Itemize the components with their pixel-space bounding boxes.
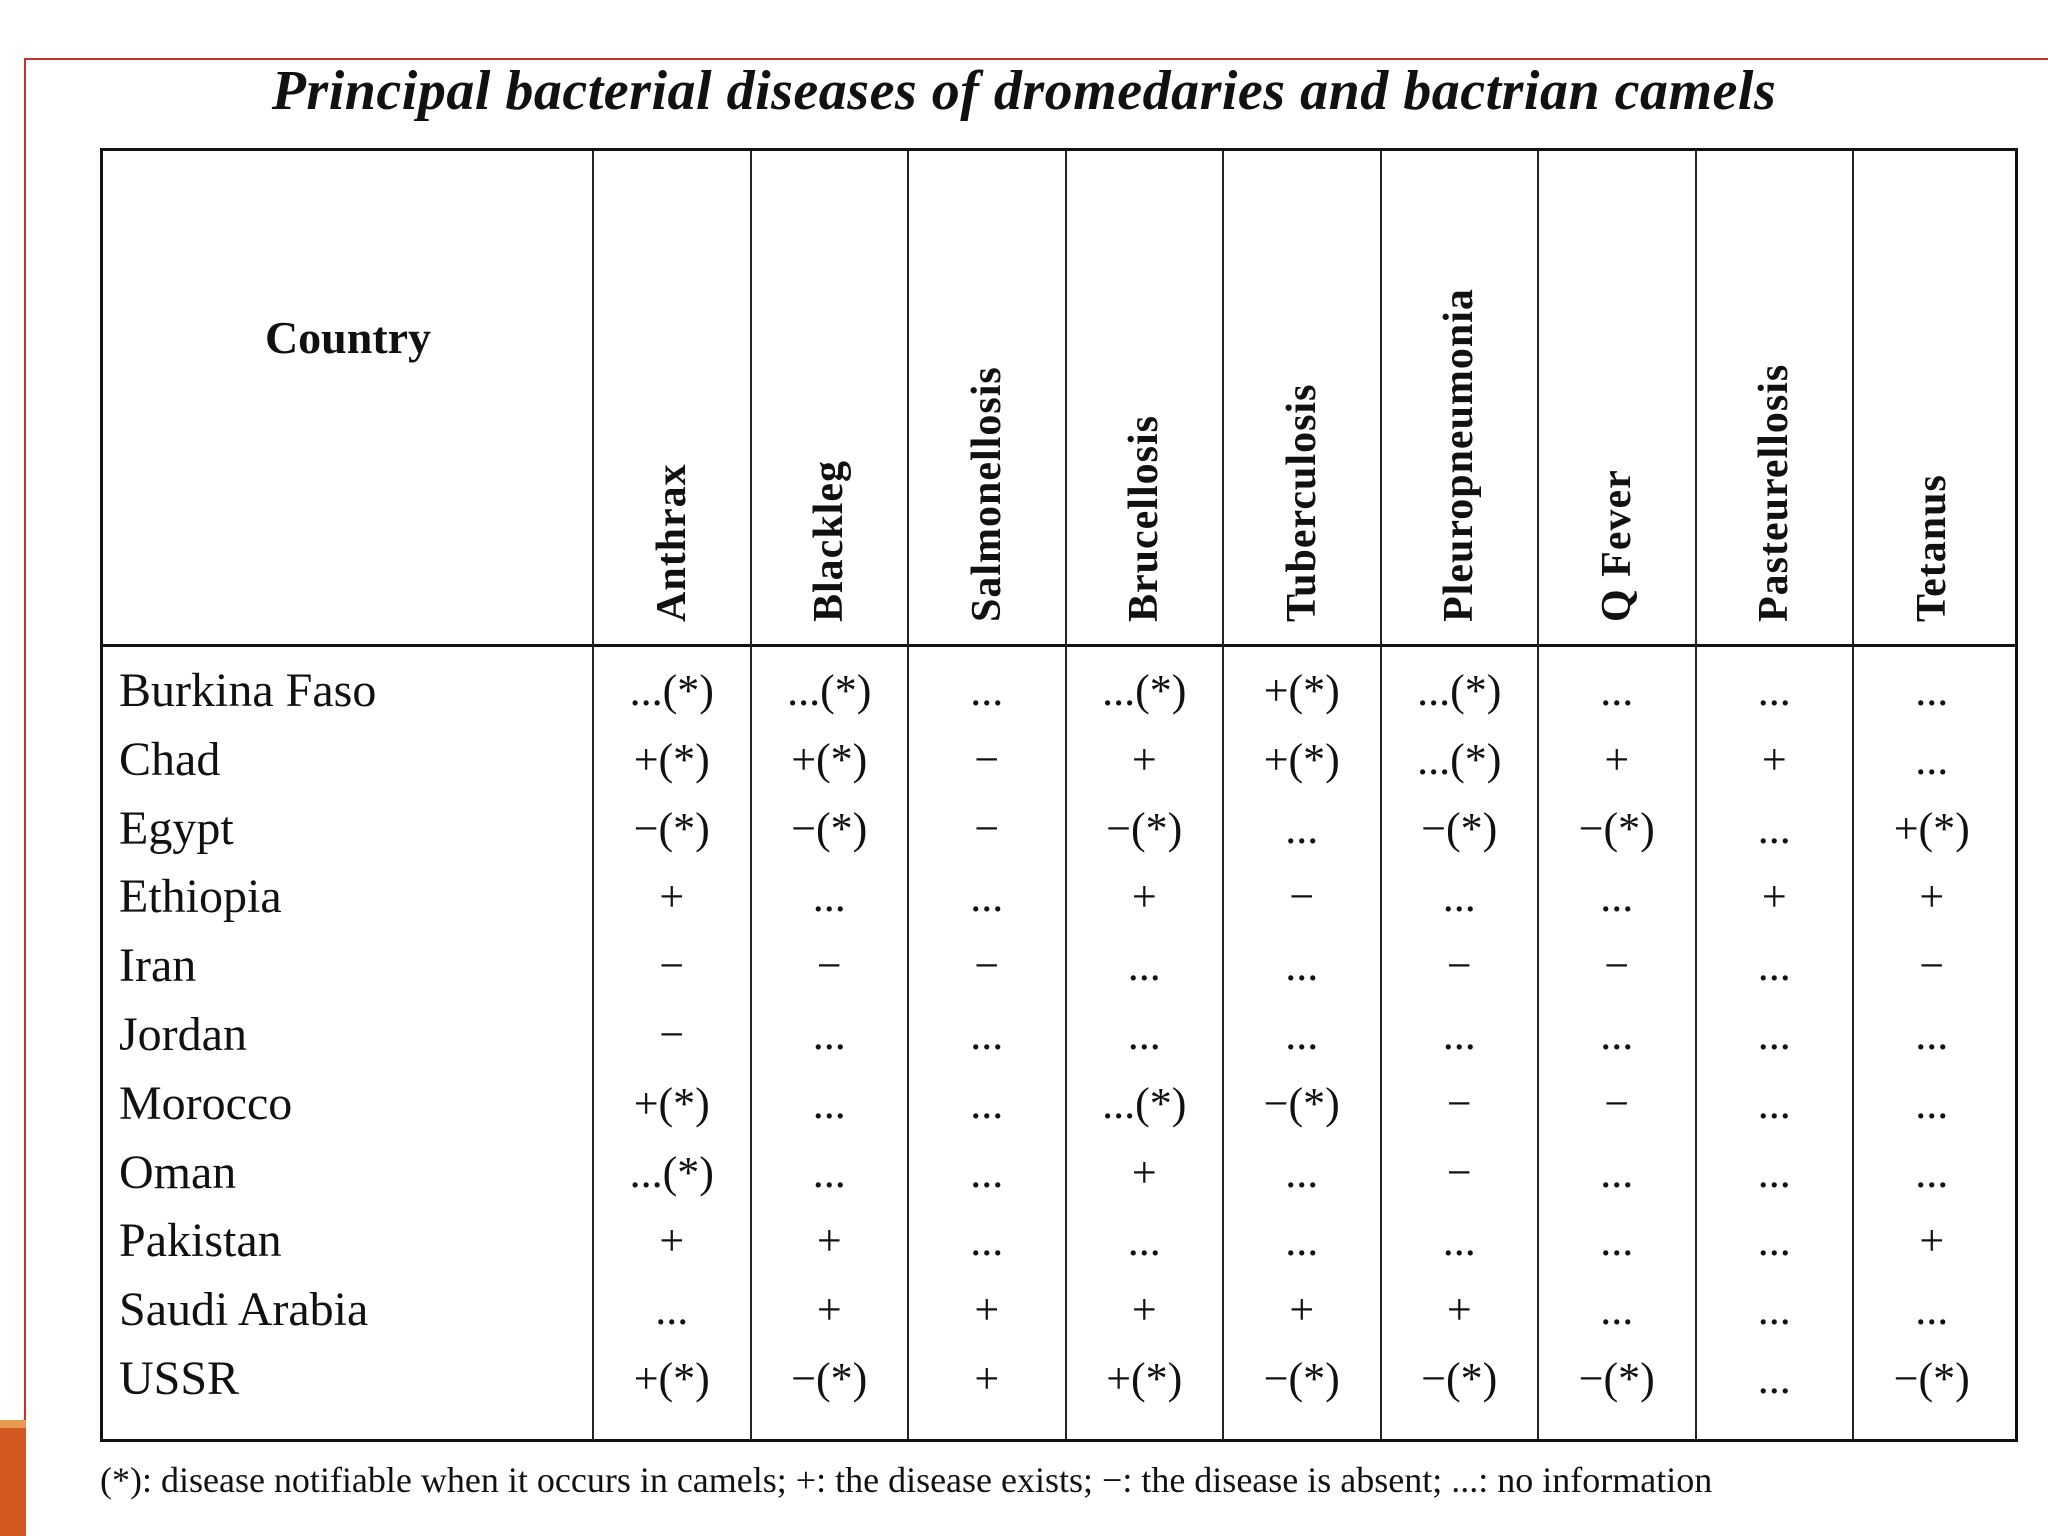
table-row [103, 795, 2015, 863]
status-cell: ... [1757, 1216, 1791, 1266]
status-cell: − [1919, 941, 1945, 991]
status-cell: ... [1757, 1010, 1791, 1059]
status-cell: −(*) [1263, 1078, 1340, 1128]
status-cell: ... [1600, 1216, 1634, 1266]
status-cell: + [974, 1354, 1000, 1403]
status-cell: ... [1600, 872, 1634, 922]
status-cell: +(*) [633, 1078, 710, 1128]
status-cell: +(*) [1263, 666, 1340, 715]
status-cell: ... [1127, 1010, 1161, 1059]
table-row [103, 863, 2015, 931]
status-cell: ... [1757, 1078, 1791, 1128]
status-cell: ... [970, 1216, 1004, 1266]
country-cell: Oman [119, 1145, 237, 1199]
column-header-label: Salmonellosis [963, 366, 1010, 622]
column-header-label: Anthrax [648, 463, 695, 622]
table-title: Principal bacterial diseases of dromedaries and bactrian camels [271, 60, 1777, 122]
status-cell: ...(*) [1417, 734, 1502, 784]
column-header-label: Tuberculosis [1278, 383, 1325, 622]
status-cell: ...(*) [1102, 1078, 1187, 1128]
status-cell: ... [1757, 941, 1791, 991]
status-cell: ... [970, 1010, 1004, 1059]
status-cell: + [1289, 1285, 1315, 1335]
header-divider [103, 644, 2015, 647]
column-header [1696, 151, 1854, 644]
status-cell: + [1131, 1147, 1157, 1197]
column-header [1853, 151, 2011, 644]
status-cell: ... [970, 872, 1004, 922]
status-cell: −(*) [1578, 1354, 1655, 1403]
table-row [103, 1070, 2015, 1138]
column-header-label: Tetanus [1908, 474, 1955, 622]
column-header-label: Blackleg [806, 460, 853, 622]
status-cell: ... [1600, 1010, 1634, 1059]
status-cell: ... [1757, 803, 1791, 853]
status-cell: ... [1127, 1216, 1161, 1266]
column-header-label: Brucellosis [1121, 415, 1168, 622]
column-header [751, 151, 909, 644]
status-cell: − [816, 941, 842, 991]
status-cell: + [1919, 872, 1945, 922]
country-cell: Chad [119, 732, 221, 786]
status-cell: ... [1285, 941, 1319, 991]
status-cell: ... [655, 1285, 689, 1335]
status-cell: + [1761, 734, 1787, 784]
status-cell: − [1289, 872, 1315, 922]
status-cell: ... [970, 1147, 1004, 1197]
status-cell: ... [1127, 941, 1161, 991]
status-cell: ... [812, 1010, 846, 1059]
status-cell: + [659, 872, 685, 922]
status-cell: ... [1285, 1216, 1319, 1266]
table-row [103, 1276, 2015, 1344]
status-cell: ...(*) [629, 1147, 714, 1197]
status-cell: −(*) [1421, 803, 1498, 853]
status-cell: ... [1757, 1354, 1791, 1403]
slide-corner-tab-highlight [0, 1420, 26, 1428]
table-row [103, 726, 2015, 794]
status-cell: ... [1600, 666, 1634, 715]
slide-corner-tab [0, 1420, 26, 1536]
table-row [103, 1001, 2015, 1069]
status-cell: −(*) [1421, 1354, 1498, 1403]
status-cell: ... [1442, 872, 1476, 922]
table-row [103, 932, 2015, 1000]
table-row [103, 1207, 2015, 1275]
status-cell: ... [1600, 1147, 1634, 1197]
status-cell: −(*) [1893, 1354, 1970, 1403]
status-cell: + [1446, 1285, 1472, 1335]
table-footnote: (*): disease notifiable when it occurs in camels; +: the disease exists; −: the disease is absent; ...: no information [100, 1460, 1713, 1500]
status-cell: ... [1285, 803, 1319, 853]
status-cell: + [816, 1216, 842, 1266]
status-cell: − [974, 803, 1000, 853]
status-cell: ... [1285, 1010, 1319, 1059]
country-cell: Morocco [119, 1076, 293, 1130]
status-cell: − [1604, 1078, 1630, 1128]
status-cell: + [1131, 734, 1157, 784]
status-cell: ... [812, 1147, 846, 1197]
country-cell: USSR [119, 1352, 240, 1405]
column-header [593, 151, 751, 644]
status-cell: −(*) [1263, 1354, 1340, 1403]
status-cell: − [1446, 941, 1472, 991]
table-row [103, 1139, 2015, 1207]
status-cell: +(*) [633, 734, 710, 784]
status-cell: −(*) [633, 803, 710, 853]
status-cell: + [1131, 872, 1157, 922]
status-cell: −(*) [791, 1354, 868, 1403]
status-cell: + [659, 1216, 685, 1266]
status-cell: ... [1285, 1147, 1319, 1197]
slide-left-border [24, 58, 26, 1536]
status-cell: ... [1915, 1285, 1949, 1335]
column-header-label: Pleuropneumonia [1436, 288, 1483, 622]
status-cell: + [1919, 1216, 1945, 1266]
column-header [1381, 151, 1539, 644]
status-cell: ... [1757, 666, 1791, 715]
status-cell: −(*) [1578, 803, 1655, 853]
status-cell: ...(*) [1417, 666, 1502, 715]
table-row [103, 1345, 2015, 1413]
country-cell: Egypt [119, 801, 234, 855]
country-cell: Saudi Arabia [119, 1283, 369, 1337]
status-cell: ... [1915, 1078, 1949, 1128]
disease-table [100, 148, 2018, 1442]
status-cell: ... [1757, 1147, 1791, 1197]
status-cell: ... [1915, 1147, 1949, 1197]
country-cell: Jordan [119, 1008, 247, 1061]
country-cell: Ethiopia [119, 870, 282, 924]
status-cell: + [816, 1285, 842, 1335]
status-cell: ... [1915, 734, 1949, 784]
status-cell: − [1446, 1078, 1472, 1128]
country-cell: Burkina Faso [119, 664, 377, 717]
column-header [1066, 151, 1224, 644]
status-cell: − [974, 941, 1000, 991]
column-header [1223, 151, 1381, 644]
column-header [908, 151, 1066, 644]
status-cell: ...(*) [1102, 666, 1187, 715]
status-cell: − [659, 1010, 685, 1059]
status-cell: ... [1757, 1285, 1791, 1335]
status-cell: ... [1442, 1216, 1476, 1266]
status-cell: ... [812, 872, 846, 922]
country-cell: Pakistan [119, 1214, 282, 1268]
status-cell: +(*) [1263, 734, 1340, 784]
status-cell: +(*) [791, 734, 868, 784]
column-header [1538, 151, 1696, 644]
status-cell: ... [1442, 1010, 1476, 1059]
column-header-label: Pasteurellosis [1751, 363, 1798, 622]
status-cell: ...(*) [787, 666, 872, 715]
status-cell: + [1604, 734, 1630, 784]
status-cell: ... [812, 1078, 846, 1128]
country-cell: Iran [119, 939, 197, 993]
country-column-header: Country [264, 312, 432, 363]
status-cell: −(*) [791, 803, 868, 853]
status-cell: ... [970, 666, 1004, 715]
status-cell: − [974, 734, 1000, 784]
status-cell: + [1131, 1285, 1157, 1335]
status-cell: − [659, 941, 685, 991]
status-cell: +(*) [1893, 803, 1970, 853]
status-cell: ... [970, 1078, 1004, 1128]
status-cell: + [974, 1285, 1000, 1335]
status-cell: ... [1915, 1010, 1949, 1059]
status-cell: ... [1600, 1285, 1634, 1335]
status-cell: − [1446, 1147, 1472, 1197]
status-cell: +(*) [633, 1354, 710, 1403]
status-cell: ... [1915, 666, 1949, 715]
table-row [103, 657, 2015, 725]
status-cell: + [1761, 872, 1787, 922]
status-cell: −(*) [1106, 803, 1183, 853]
status-cell: ...(*) [629, 666, 714, 715]
column-header-label: Q Fever [1593, 469, 1640, 622]
status-cell: − [1604, 941, 1630, 991]
status-cell: +(*) [1106, 1354, 1183, 1403]
